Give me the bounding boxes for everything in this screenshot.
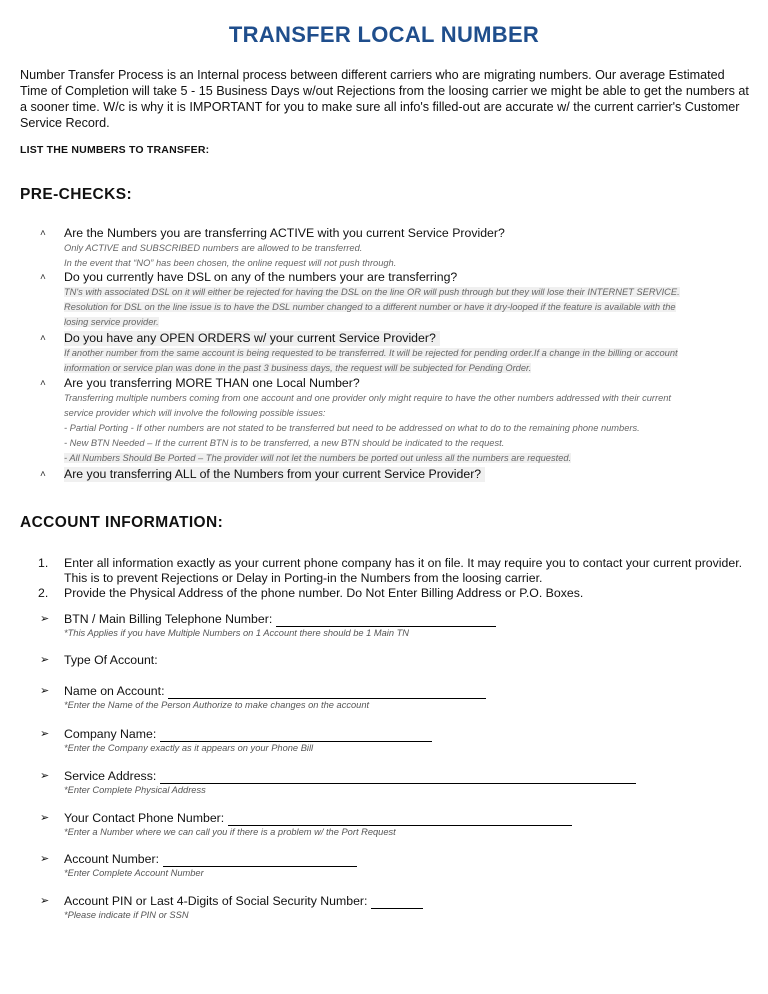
field-hint: *Enter Complete Physical Address [64, 785, 206, 795]
precheck-note: - New BTN Needed – If the current BTN is to be transferred, a new BTN should be indicated to the request. [64, 438, 505, 448]
caret-bullet-icon: ˄ [40, 469, 46, 480]
arrow-bullet-icon: ➢ [40, 895, 50, 907]
arrow-bullet-icon: ➢ [40, 770, 50, 782]
contact-phone-input-line[interactable] [228, 813, 572, 826]
arrow-bullet-icon: ➢ [40, 654, 50, 666]
precheck-note: TN's with associated DSL on it will either be rejected for having the DSL on the line OR will push through but they will lose their INTERNET SERVICE. [64, 287, 680, 297]
field-label: Company Name: [64, 727, 157, 741]
field-hint: *Enter the Name of the Person Authorize to make changes on the account [64, 700, 370, 710]
precheck-note: Transferring multiple numbers coming from one account and one provider only might require to have the other numbers addressed with their current [64, 393, 672, 403]
account-type-field [40, 653, 750, 668]
precheck-note: information or service plan was done in the past 3 business days, the request will be subjected for Pending Order. [64, 363, 532, 373]
list-numbers-label: LIST THE NUMBERS TO TRANSFER: [20, 144, 210, 156]
instruction-item: 2. Provide the Physical Address of the phone number. Do Not Enter Billing Address or P.O. Boxes. [38, 586, 584, 600]
arrow-bullet-icon: ➢ [40, 812, 50, 824]
precheck-item [40, 270, 740, 330]
field-label: Name on Account: [64, 684, 165, 698]
account-name-input-line[interactable] [168, 686, 486, 699]
field-label: Your Contact Phone Number: [64, 811, 225, 825]
instruction-item: 1. Enter all information exactly as your current phone company has it on file. It may require you to contact your current provider. This is to prevent Rejections or Delay in Porting-in the Numbers from the loosing carrier. [38, 556, 743, 585]
account-heading: ACCOUNT INFORMATION: [20, 514, 224, 531]
arrow-bullet-icon: ➢ [40, 685, 50, 697]
field-label: Service Address: [64, 769, 157, 783]
arrow-bullet-icon: ➢ [40, 728, 50, 740]
btn-input-line[interactable] [276, 614, 496, 627]
field-hint: *Enter the Company exactly as it appears on your Phone Bill [64, 743, 314, 753]
field-hint: *Enter Complete Account Number [64, 868, 204, 878]
caret-bullet-icon: ˄ [40, 272, 46, 283]
page-title: TRANSFER LOCAL NUMBER [228, 22, 540, 47]
caret-bullet-icon: ˄ [40, 378, 46, 389]
precheck-note: In the event that “NO” has been chosen, the online request will not push through. [64, 258, 397, 268]
intro-paragraph: Number Transfer Process is an Internal process between different carriers who are migrating numbers. Our average Estimated Time of Completion will take 5 - 15 Business Days w/out Rejections from the loosing carrier we might be able to get the numbers at a sooner time. W/c is why it is IMPORTANT for you to make sure all info's filled-out are accurate w/ the current carrier's Customer Service Record. [20, 68, 749, 130]
account-pin-input-line[interactable] [371, 896, 423, 909]
precheck-note: Resolution for DSL on the line issue is to have the DSL number changed to a different number or have it dry-looped if the feature is available with the [64, 302, 676, 312]
company-name-field [40, 727, 750, 755]
instructions-list [38, 556, 748, 601]
precheck-note: service provider which will involve the following possible issues: [64, 408, 326, 418]
caret-bullet-icon: ˄ [40, 228, 46, 239]
field-label: Account Number: [64, 852, 160, 866]
field-hint: *Enter a Number where we can call you if there is a problem w/ the Port Request [64, 827, 396, 837]
precheck-note: If another number from the same account is being requested to be transferred. It will be rejected for pending order.If a change in the billing or account [64, 348, 678, 358]
precheck-item [40, 331, 740, 376]
precheck-item [40, 226, 740, 271]
contact-phone-field [40, 811, 750, 839]
precheck-question: Do you have any OPEN ORDERS w/ your current Service Provider? [64, 331, 440, 346]
account-name-field [40, 684, 750, 712]
field-label: Account PIN or Last 4-Digits of Social Security Number: [64, 894, 368, 908]
precheck-note: losing service provider. [64, 317, 159, 327]
account-number-field [40, 852, 750, 880]
account-pin-field [40, 894, 750, 922]
arrow-bullet-icon: ➢ [40, 853, 50, 865]
precheck-item [40, 467, 740, 482]
precheck-question: Are you transferring ALL of the Numbers from your current Service Provider? [64, 467, 485, 482]
precheck-question: Do you currently have DSL on any of the numbers your are transferring? [64, 270, 458, 284]
precheck-item [40, 376, 740, 466]
precheck-question: Are the Numbers you are transferring ACTIVE with you current Service Provider? [64, 226, 505, 240]
field-label: BTN / Main Billing Telephone Number: [64, 612, 273, 626]
service-address-field [40, 769, 750, 797]
field-hint: *This Applies if you have Multiple Numbers on 1 Account there should be 1 Main TN [64, 628, 410, 638]
caret-bullet-icon: ˄ [40, 333, 46, 344]
arrow-bullet-icon: ➢ [40, 613, 50, 625]
precheck-question: Are you transferring MORE THAN one Local Number? [64, 376, 360, 390]
field-hint: *Please indicate if PIN or SSN [64, 910, 189, 920]
company-name-input-line[interactable] [160, 729, 432, 742]
precheck-note: - All Numbers Should Be Ported – The provider will not let the numbers be ported out unless all the numbers are requested. [64, 453, 572, 463]
precheck-note: - Partial Porting - If other numbers are not stated to be transferred but need to be addressed on what to do to the remaining phone numbers. [64, 423, 640, 433]
service-address-input-line[interactable] [160, 771, 636, 784]
field-label: Type Of Account: [64, 653, 158, 667]
prechecks-heading: PRE-CHECKS: [20, 186, 133, 203]
precheck-note: Only ACTIVE and SUBSCRIBED numbers are allowed to be transferred. [64, 243, 363, 253]
account-number-input-line[interactable] [163, 854, 357, 867]
btn-field [40, 612, 750, 640]
